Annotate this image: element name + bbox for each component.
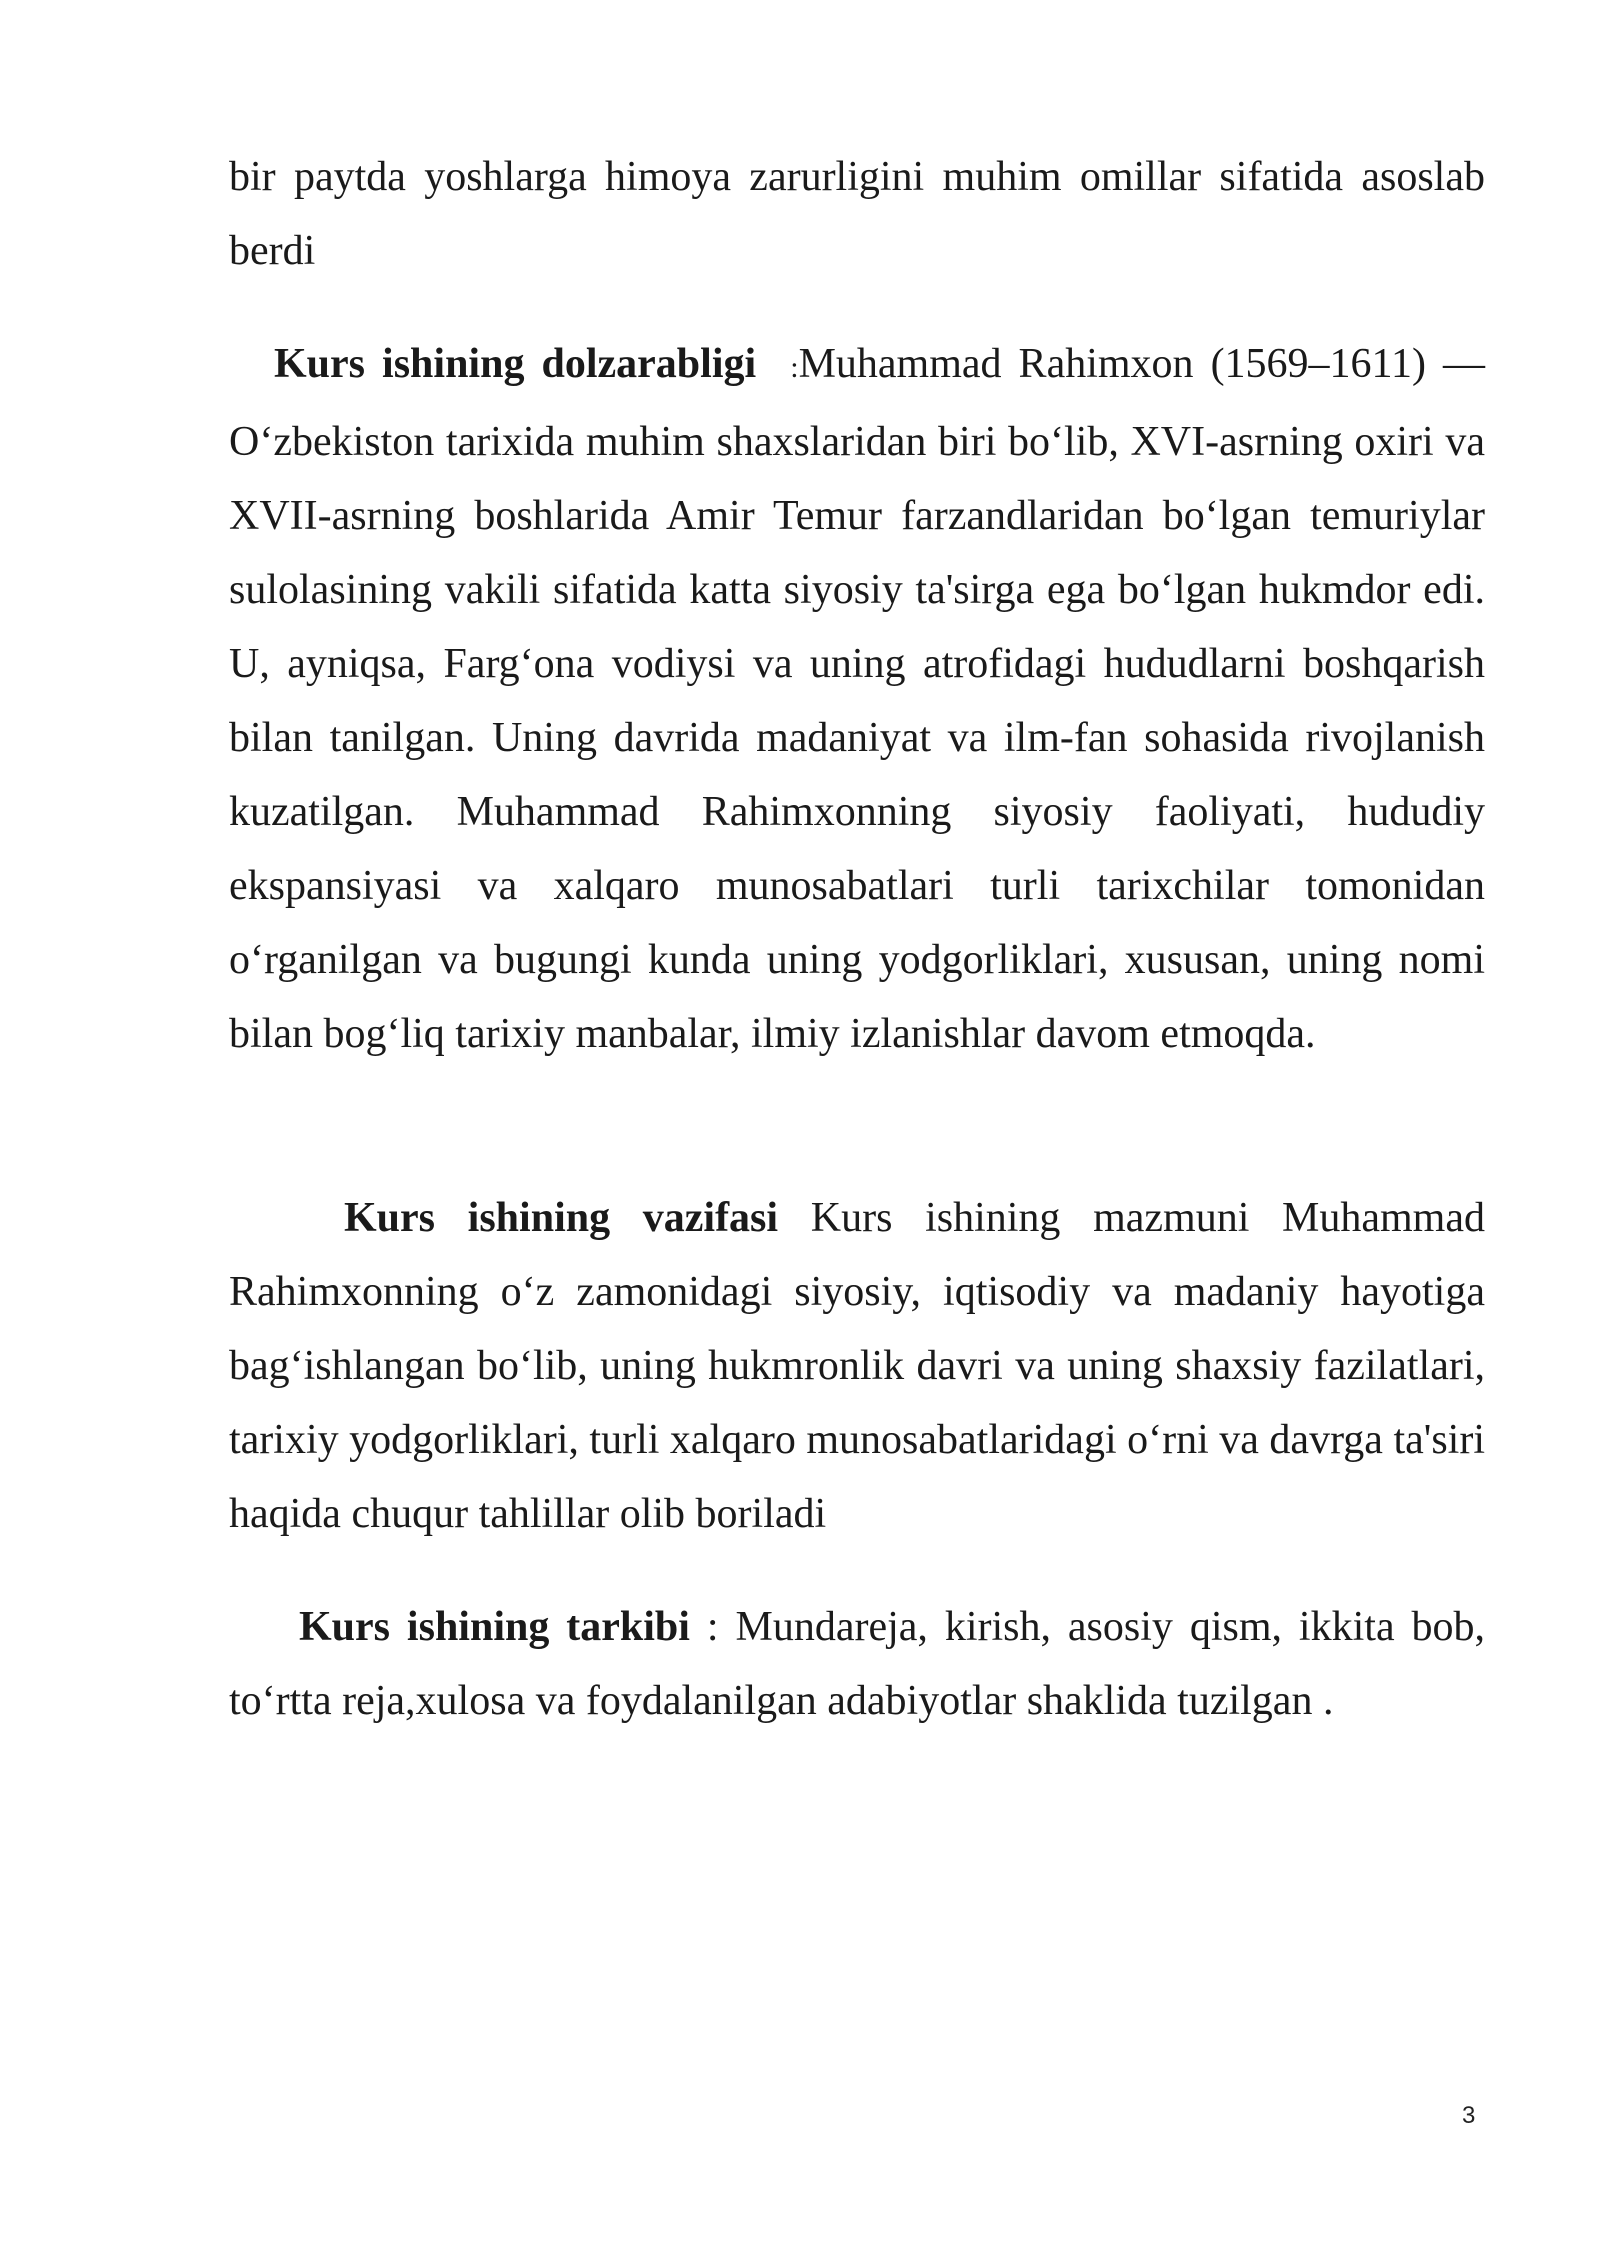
paragraph-objective (229, 1181, 1485, 1551)
relevance-heading: Kurs ishining dolzarabligi (274, 341, 757, 387)
objective-text: Kurs ishining mazmuni Muhammad Rahimxonning o‘z zamonidagi siyosiy, iqtisodiy va madaniy hayotiga bag‘ishlangan bo‘lib, uning hukmronlik davri va uning shaxsiy fazilatlari, tarixiy yodgorliklari, turli xalqaro munosabatlaridagi o‘rni va davrga ta'siri haqida chuqur tahlillar olib boriladi (229, 1195, 1485, 1537)
paragraph-relevance (229, 327, 1485, 1071)
paragraph-structure (229, 1590, 1485, 1738)
structure-heading: Kurs ishining tarkibi (299, 1604, 690, 1650)
heading-separator: : (790, 351, 799, 384)
objective-heading: Kurs ishining vazifasi (344, 1195, 779, 1241)
paragraph-intro-continuation (229, 140, 1485, 288)
page-number: 3 (1462, 2102, 1476, 2129)
structure-text: : Mundareja, kirish, asosiy qism, ikkita bob, to‘rtta reja,xulosa va foydalanilgan adabiyotlar shaklida tuzilgan . (229, 1604, 1486, 1724)
relevance-text: Muhammad Rahimxon (1569–1611) — O‘zbekiston tarixida muhim shaxslaridan biri bo‘lib, XVI-asrning oxiri va XVII-asrning boshlarida Amir Temur farzandlaridan bo‘lgan temuriylar sulolasining vakili sifatida katta siyosiy ta'sirga ega bo‘lgan hukmdor edi. U, ayniqsa, Farg‘ona vodiysi va uning atrofidagi hududlarni boshqarish bilan tanilgan. Uning davrida madaniyat va ilm-fan sohasida rivojlanish kuzatilgan. Muhammad Rahimxonning siyosiy faoliyati, hududiy ekspansiyasi va xalqaro munosabatlari turli tarixchilar tomonidan o‘rganilgan va bugungi kunda uning yodgorliklari, xususan, uning nomi bilan bog‘liq tarixiy manbalar, ilmiy izlanishlar davom etmoqda. (229, 341, 1486, 1057)
paragraph-text: bir paytda yoshlarga himoya zarurligini muhim omillar sifatida asoslab berdi (229, 154, 1485, 274)
